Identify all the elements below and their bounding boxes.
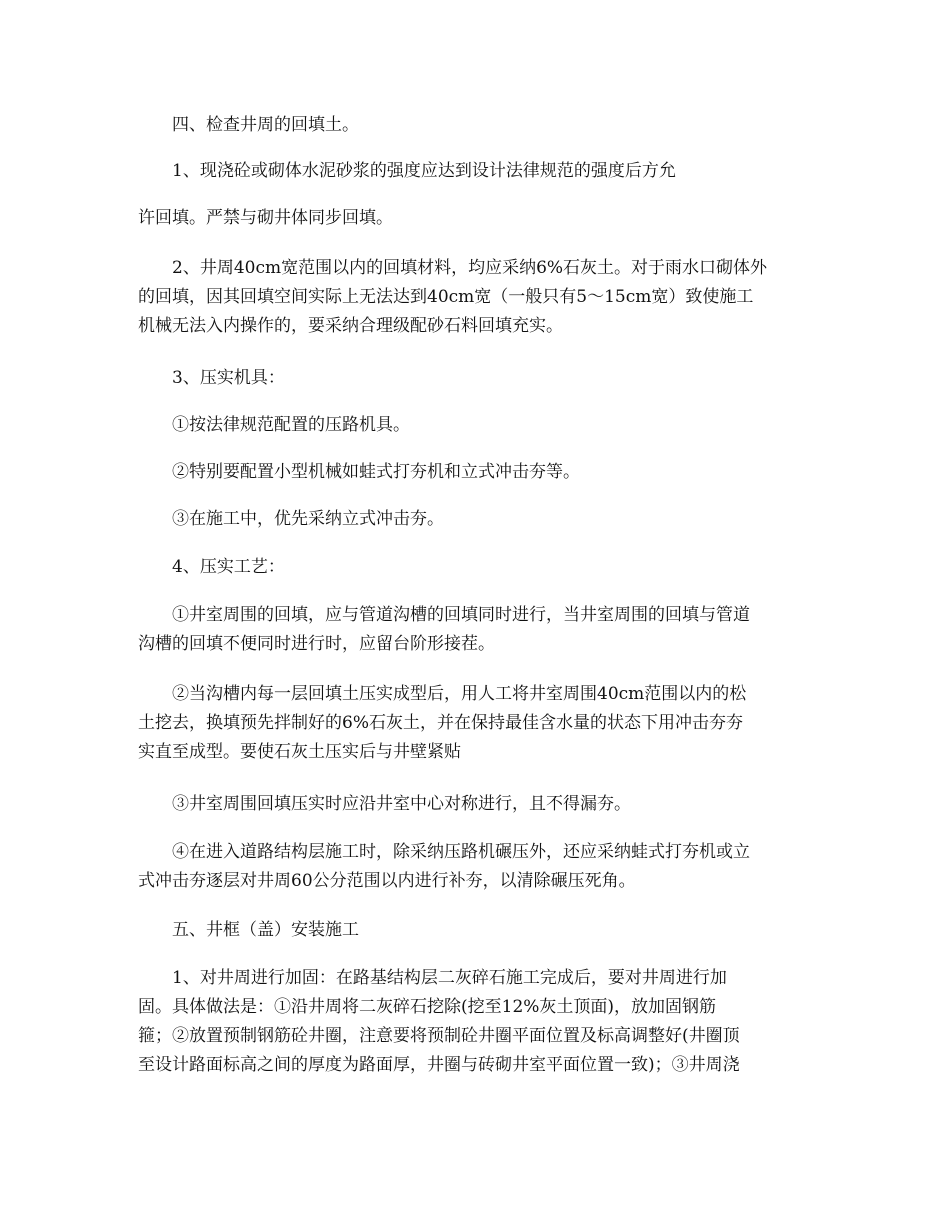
list-item-4-2: [138, 680, 818, 767]
list-item-4-4: [138, 838, 818, 896]
text-line: ②当沟槽内每一层回填土压实成型后，用人工将井室周围40cm范围以内的松: [172, 684, 747, 704]
heading-section-5: [138, 916, 818, 945]
text-line: 式冲击夯逐层对井周60公分范围以内进行补夯，以清除碾压死角。: [138, 871, 636, 891]
text-line: ③在施工中，优先采纳立式冲击夯。: [172, 509, 444, 529]
list-item-4-3: [138, 790, 818, 819]
text-line: 土挖去，换填预先拌制好的6%石灰土，并在保持最佳含水量的状态下用冲击夯夯: [138, 713, 743, 733]
heading-item-3: [138, 364, 818, 393]
text-line: 箍；②放置预制钢筋砼井圈，注意要将预制砼井圈平面位置及标高调整好(井圈顶: [138, 1026, 740, 1046]
paragraph-item-2: [138, 254, 818, 341]
list-item-3-1: [138, 411, 818, 440]
list-item-3-3: [138, 505, 818, 534]
text-line: 1、现浇砼或砌体水泥砂浆的强度应达到设计法律规范的强度后方允: [172, 161, 676, 181]
text-line: 沟槽的回填不便同时进行时，应留台阶形接茬。: [138, 634, 495, 654]
text-line: 机械无法入内操作的，要采纳合理级配砂石料回填充实。: [138, 316, 563, 336]
list-item-3-2: [138, 458, 818, 487]
text-line: 1、对井周进行加固：在路基结构层二灰碎石施工完成后，要对井周进行加: [172, 968, 727, 988]
text-line: 四、检查井周的回填土。: [172, 115, 359, 135]
text-line: ③井室周围回填压实时应沿井室中心对称进行，且不得漏夯。: [172, 794, 631, 814]
list-item-4-1: [138, 601, 818, 659]
heading-item-4: [138, 553, 818, 582]
text-line: ①井室周围的回填，应与管道沟槽的回填同时进行，当井室周围的回填与管道: [172, 605, 750, 625]
text-line: ①按法律规范配置的压路机具。: [172, 415, 410, 435]
text-line: ④在进入道路结构层施工时，除采纳压路机碾压外，还应采纳蛙式打夯机或立: [172, 842, 750, 862]
heading-section-4: [138, 111, 818, 140]
text-line: 的回填，因其回填空间实际上无法达到40cm宽（一般只有5～15cm宽）致使施工: [138, 287, 754, 307]
text-line: 至设计路面标高之间的厚度为路面厚，井圈与砖砌井室平面位置一致)；③井周浇: [138, 1055, 740, 1075]
text-line: 固。具体做法是：①沿井周将二灰碎石挖除(挖至12%灰土顶面)，放加固钢筋: [138, 997, 717, 1017]
paragraph-item-1: [138, 157, 818, 186]
text-line: 2、井周40cm宽范围以内的回填材料，均应采纳6%石灰土。对于雨水口砌体外: [172, 258, 768, 278]
text-line: ②特别要配置小型机械如蛙式打夯机和立式冲击夯等。: [172, 462, 580, 482]
text-line: 五、井框（盖）安装施工: [172, 920, 359, 940]
text-line: 4、压实工艺：: [172, 557, 285, 577]
text-line: 实直至成型。要使石灰土压实后与井壁紧贴: [138, 742, 461, 762]
text-line: 3、压实机具：: [172, 368, 285, 388]
text-line: 许回填。严禁与砌井体同步回填。: [138, 208, 393, 228]
paragraph-item-1-continued: [138, 204, 818, 233]
paragraph-section-5-item-1: [138, 964, 818, 1080]
